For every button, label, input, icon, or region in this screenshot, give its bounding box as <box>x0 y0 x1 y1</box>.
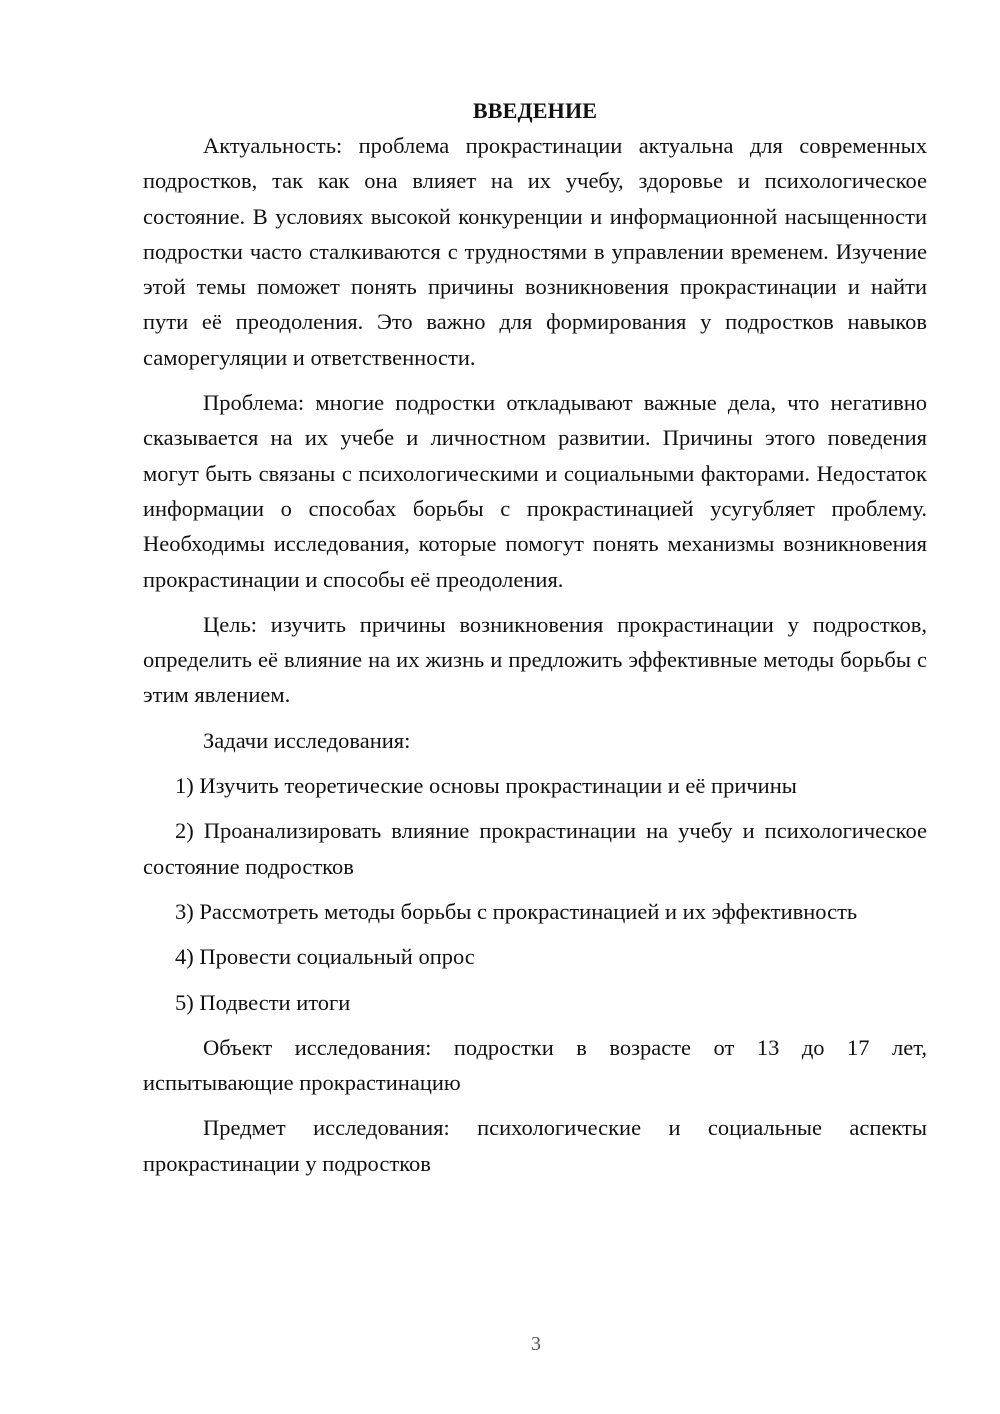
tasks-list <box>143 768 927 1020</box>
tasks-heading: Задачи исследования: <box>203 727 411 753</box>
paragraph-subject: Предмет исследования: психологические и социальные аспекты прокрастинации у подростков <box>143 1115 927 1176</box>
task-item-1: 1) Изучить теоретические основы прокрастинации и её причины <box>175 773 797 799</box>
page-content <box>143 94 927 1181</box>
paragraph-problem: Проблема: многие подростки откладывают важные дела, что негативно сказывается на их учебе и личностном развитии. Причины этого поведения могут быть связаны с психологическими и социальными факторами. Недостаток информации о способах борьбы с прокрастинацией усугубляет проблему. Необходимы исследования, которые помогут понять механизмы возникновения прокрастинации и способы её преодоления. <box>143 390 927 592</box>
task-item-3: 3) Рассмотреть методы борьбы с прокрастинацией и их эффективность <box>175 898 858 924</box>
task-item-4: 4) Провести социальный опрос <box>175 944 475 970</box>
paragraph-goal: Цель: изучить причины возникновения прокрастинации у подростков, определить её влияние на их жизнь и предложить эффективные методы борьбы с этим явлением. <box>143 611 927 708</box>
paragraph-actuality: Актуальность: проблема прокрастинации актуальна для современных подростков, так как она влияет на их учебу, здоровье и психологическое состояние. В условиях высокой конкуренции и информационной насыщенности подростки часто сталкиваются с трудностями в управлении временем. Изучение этой темы поможет понять причины возникновения прокрастинации и найти пути её преодоления. Это важно для формирования у подростков навыков саморегуляции и ответственности. <box>143 133 927 370</box>
page-title: ВВЕДЕНИЕ <box>472 98 598 123</box>
task-item-5: 5) Подвести итоги <box>175 989 351 1015</box>
paragraph-object: Объект исследования: подростки в возрасте от 13 до 17 лет, испытывающие прокрастинацию <box>143 1034 927 1096</box>
page-number: 3 <box>531 1333 541 1355</box>
task-item-2: 2) Проанализировать влияние прокрастинации на учебу и психологическое состояние подростков <box>143 818 927 879</box>
